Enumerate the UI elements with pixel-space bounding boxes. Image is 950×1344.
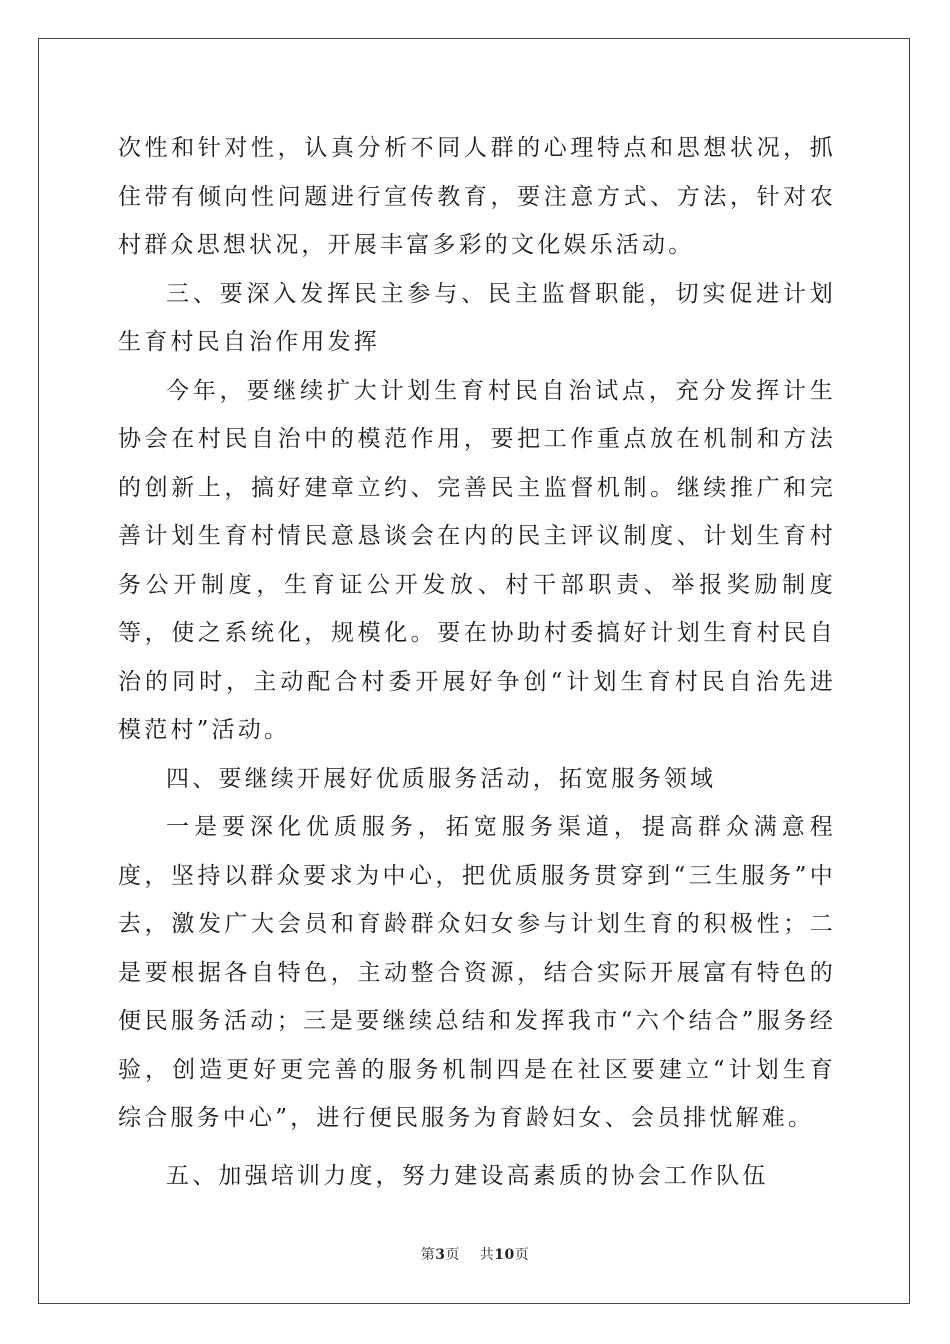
footer-page-suffix: 页 [445,1247,460,1263]
footer-page-number: 3 [435,1247,446,1263]
section-heading-4: 四、要继续开展好优质服务活动，拓宽服务领域 [166,765,717,792]
page-footer [0,1244,950,1264]
footer-total-pages: 10 [494,1247,515,1263]
paragraph-continuation: 次性和针对性，认真分析不同人群的心理特点和思想状况，抓住带有倾向性问题进行宣传教育，要注意方式、方法，针对农村群众思想状况，开展丰富多彩的文化娱乐活动。 [118,135,836,258]
footer-prefix: 第 [420,1247,436,1263]
section-heading-3: 三、要深入发挥民主参与、民主监督职能，切实促进计划生育村民自治作用发挥 [118,280,836,355]
section-heading-5: 五、加强培训力度，努力建设高素质的协会工作队伍 [166,1162,769,1189]
paragraph-section-4-body: 一是要深化优质服务，拓宽服务渠道，提高群众满意程度，坚持以群众要求为中心，把优质服务贯穿到“三生服务”中去，激发广大会员和育龄群众妇女参与计划生育的积极性；二是要根据各自特色，主动整合资源，结合实际开展富有特色的便民服务活动；三是要继续总结和发挥我市“六个结合”服务经验，创造更好更完善的服务机制四是在社区要建立“计划生育综合服务中心”，进行便民服务为育龄妇女、会员排忧解难。 [118,814,836,1131]
document-body [118,124,836,1200]
footer-total-prefix: 共 [479,1247,495,1263]
paragraph-section-3-body: 今年，要继续扩大计划生育村民自治试点，充分发挥计生协会在村民自治中的模范作用，要把工作重点放在机制和方法的创新上，搞好建章立约、完善民主监督机制。继续推广和完善计划生育村情民意恳谈会在内的民主评议制度、计划生育村务公开制度，生育证公开发放、村干部职责、举报奖励制度等，使之系统化，规模化。要在协助村委搞好计划生育村民自治的同时，主动配合村委开展好争创“计划生育村民自治先进模范村”活动。 [118,377,836,743]
footer-total-suffix: 页 [514,1247,530,1263]
